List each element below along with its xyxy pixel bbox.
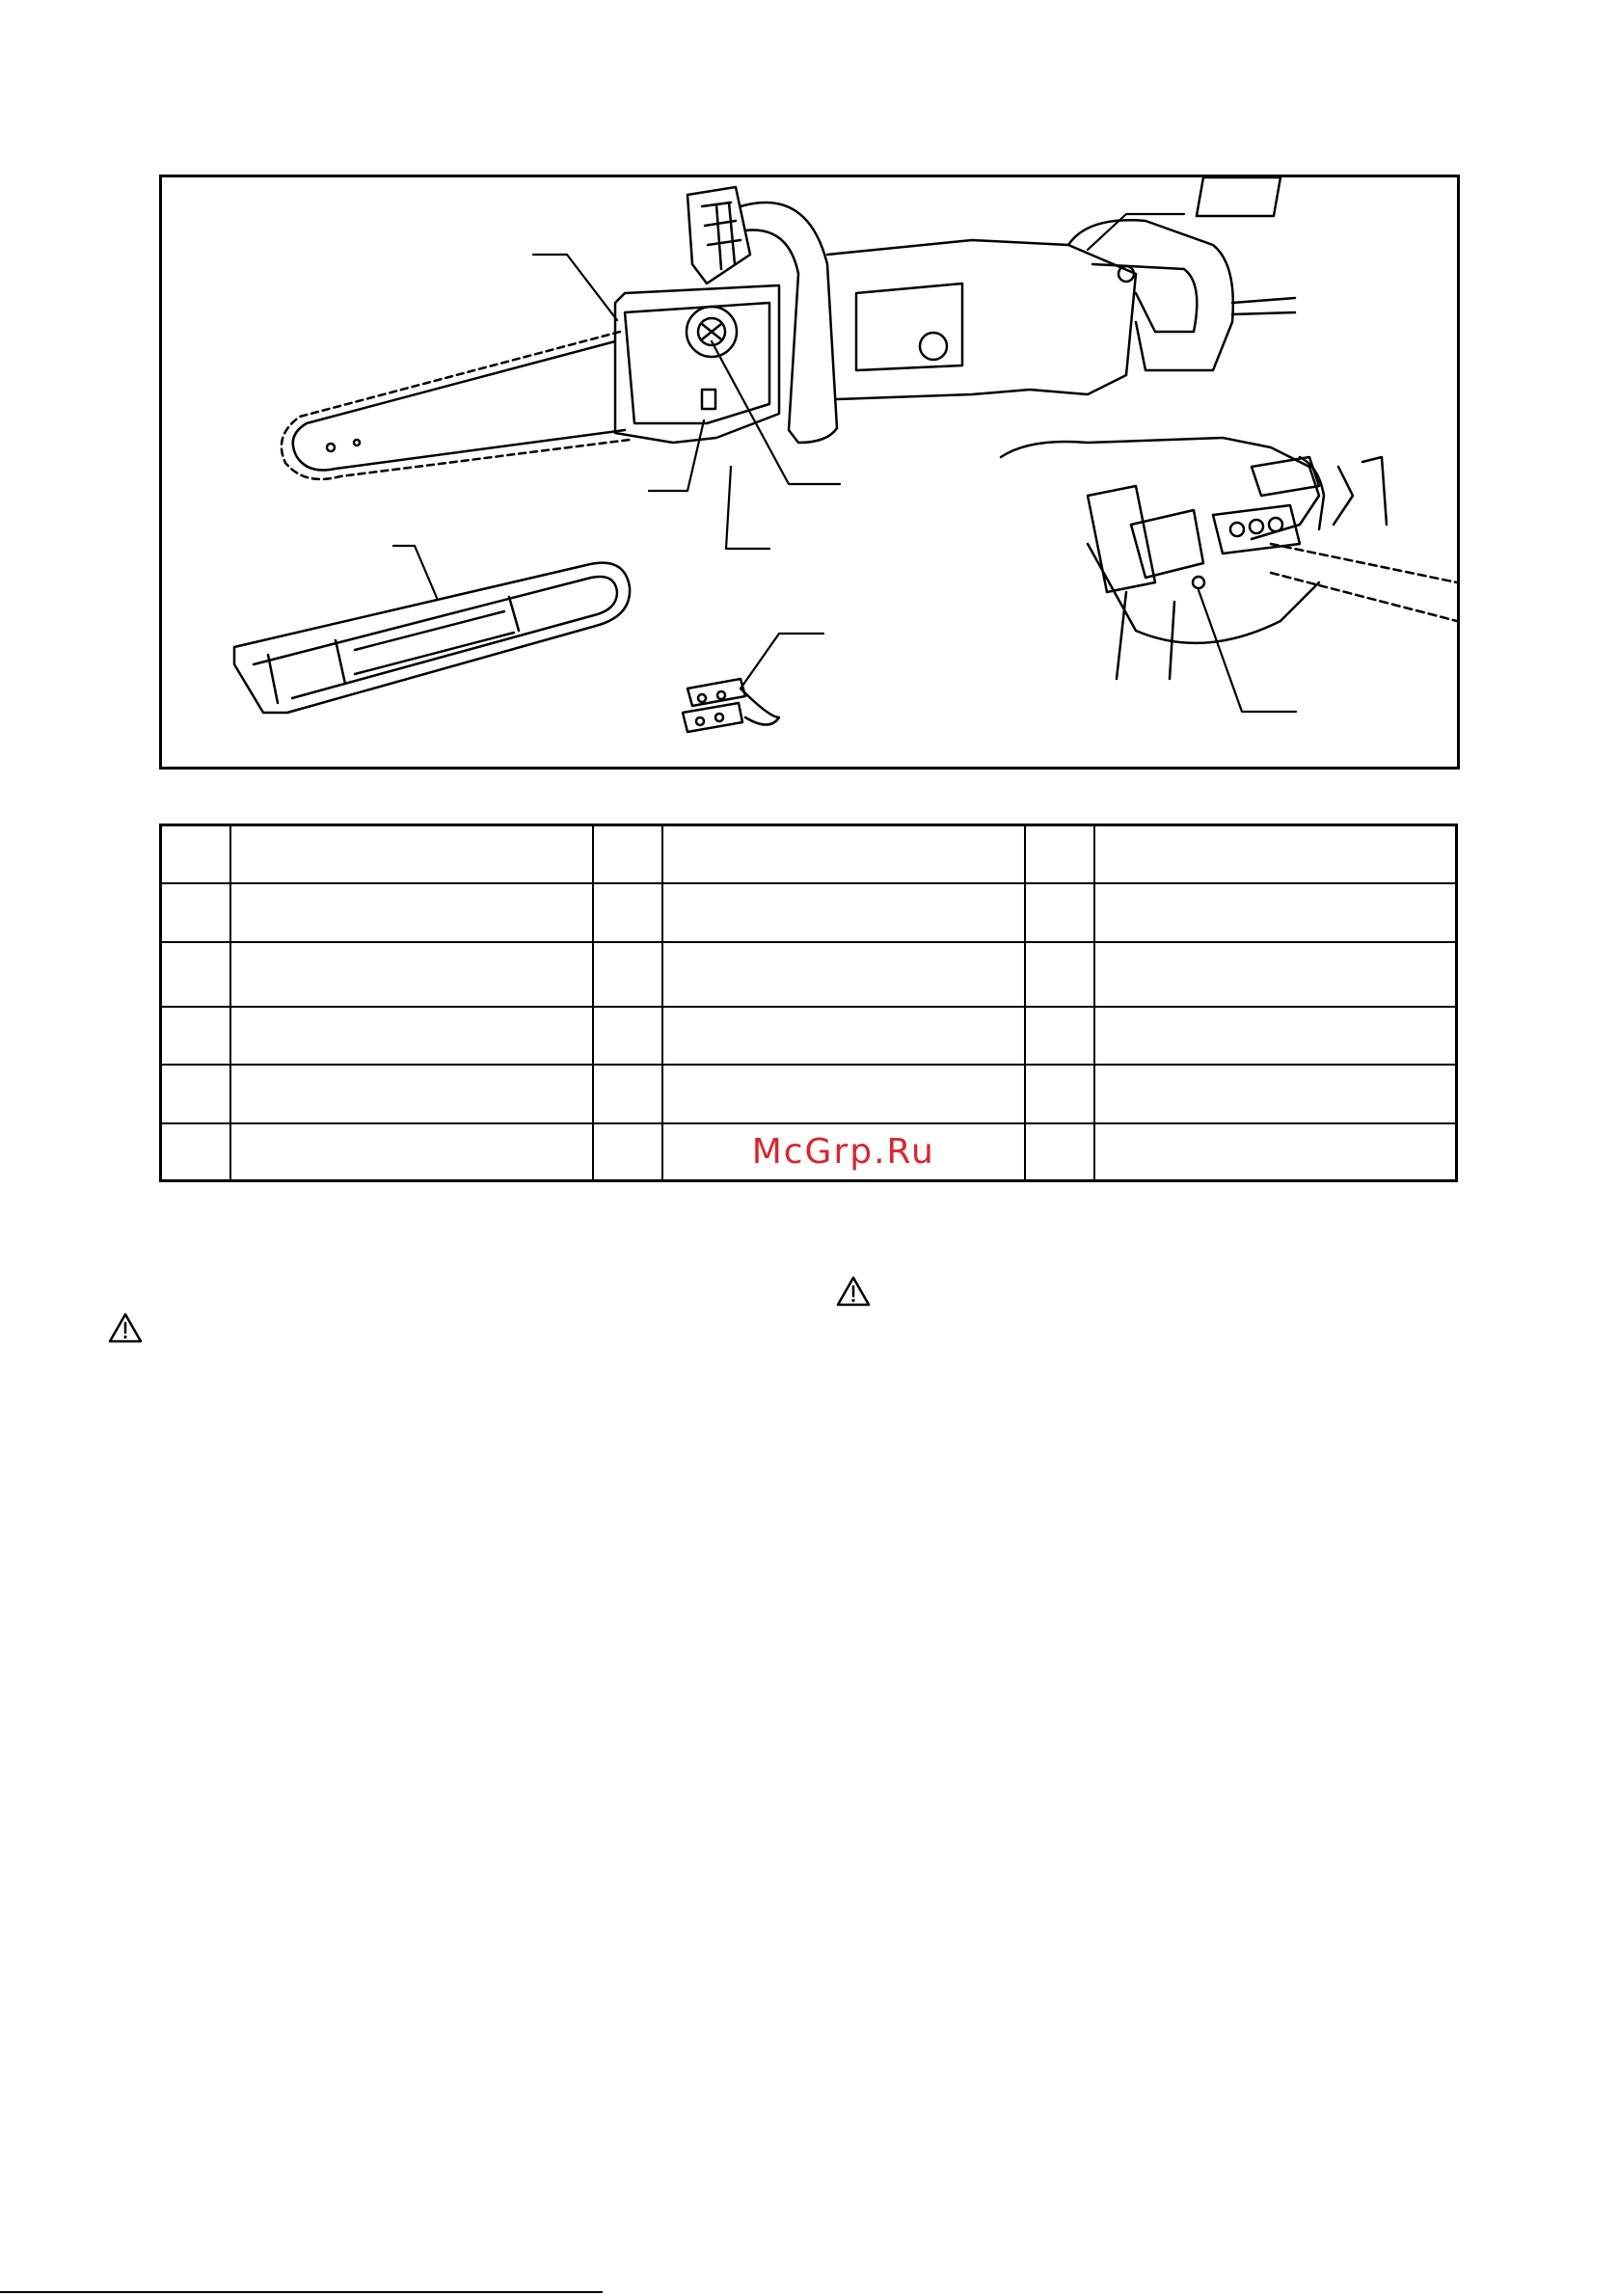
table-cell	[161, 1123, 231, 1181]
bottom-rule	[0, 2291, 603, 2293]
guide-bar	[282, 332, 630, 479]
spare-wrench	[683, 679, 779, 732]
table-cell	[662, 883, 1025, 942]
warning-triangle-icon	[836, 1276, 871, 1307]
table-cell	[593, 825, 662, 883]
table-row	[161, 883, 1457, 942]
table-cell	[1094, 883, 1457, 942]
table-cell	[593, 1123, 662, 1181]
callout-leaders	[393, 214, 1296, 712]
table-cell	[593, 1065, 662, 1123]
table-cell	[161, 942, 231, 1007]
table-cell	[230, 883, 593, 942]
table-cell	[230, 825, 593, 883]
chainsaw-illustration	[162, 177, 1457, 767]
table-cell	[1025, 1123, 1094, 1181]
table-cell	[1025, 942, 1094, 1007]
table-cell	[161, 1065, 231, 1123]
table-cell	[161, 825, 231, 883]
chainsaw-body	[615, 187, 1295, 443]
table-cell	[593, 1007, 662, 1065]
table-row	[161, 825, 1457, 883]
illustration-frame	[159, 175, 1460, 770]
table-cell	[1094, 942, 1457, 1007]
table-cell	[662, 942, 1025, 1007]
table-cell	[230, 942, 593, 1007]
table-cell	[1025, 1007, 1094, 1065]
table-cell	[230, 1007, 593, 1065]
parts-table	[159, 824, 1458, 1182]
table-row	[161, 1007, 1457, 1065]
warning-triangle-icon	[108, 1312, 143, 1343]
table-cell	[1025, 883, 1094, 942]
table-cell	[1094, 1123, 1457, 1181]
watermark-text: McGrp.Ru	[662, 1123, 1025, 1181]
table-cell	[1094, 1065, 1457, 1123]
table-cell	[230, 1123, 593, 1181]
table-cell	[1025, 1065, 1094, 1123]
table-cell	[1094, 825, 1457, 883]
table-cell	[662, 1065, 1025, 1123]
table-row	[161, 1123, 1457, 1181]
table-cell	[662, 1007, 1025, 1065]
table-row	[161, 1065, 1457, 1123]
table-cell	[662, 825, 1025, 883]
inset-detail-view	[1001, 177, 1457, 679]
table-cell	[1094, 1007, 1457, 1065]
table-row	[161, 942, 1457, 1007]
table-cell	[1025, 825, 1094, 883]
table-cell	[593, 883, 662, 942]
table-cell	[593, 942, 662, 1007]
table-cell	[161, 883, 231, 942]
table-cell	[230, 1065, 593, 1123]
table-cell	[161, 1007, 231, 1065]
